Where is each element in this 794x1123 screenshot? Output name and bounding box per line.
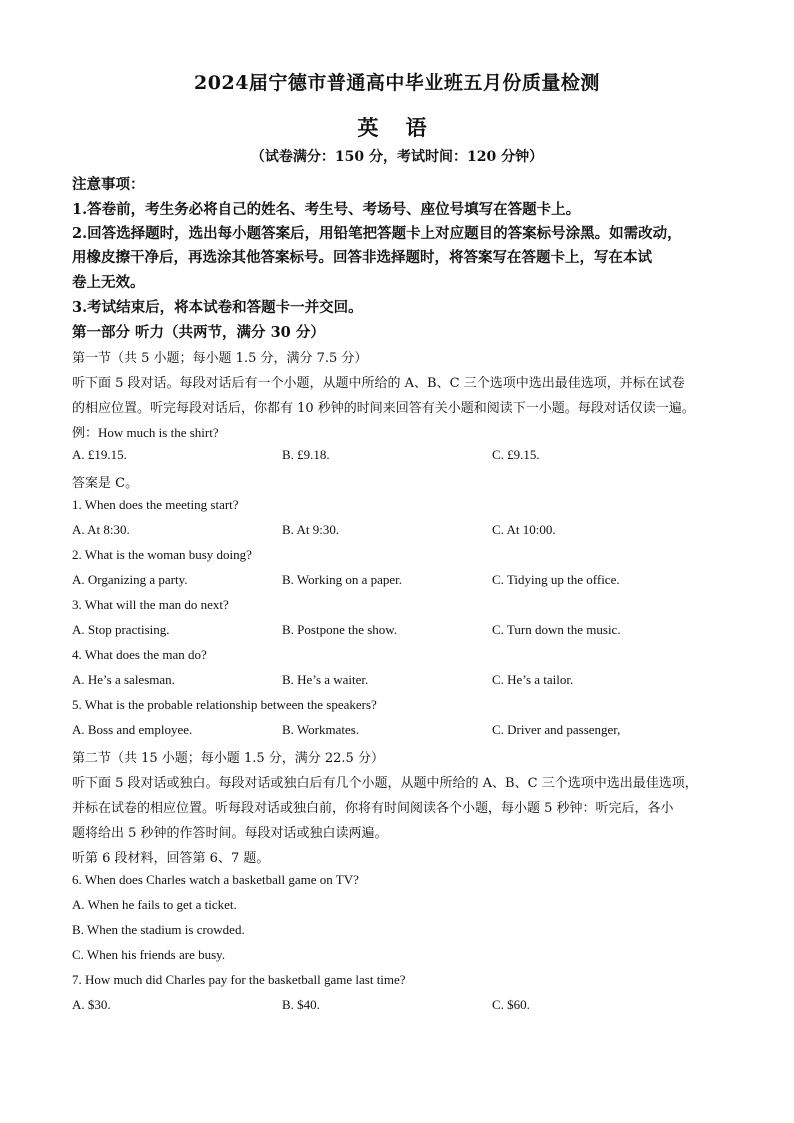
q1-option-b: B. At 9:30. xyxy=(282,522,340,537)
question-7: 7. How much did Charles pay for the basketball game last time? xyxy=(72,972,406,987)
section1-instructions-line-2: 的相应位置。听完每段对话后，你都有 10 秒钟的时间来回答有关小题和阅读下一小题。每段对话仅读一遍。 xyxy=(72,401,695,416)
q3-option-c: C. Turn down the music. xyxy=(492,622,621,637)
question-3: 3. What will the man do next? xyxy=(72,597,229,612)
section1-heading: 第一节（共 5 小题；每小题 1.5 分，满分 7.5 分） xyxy=(72,351,368,366)
note-2-line-3: 卷上无效。 xyxy=(72,274,145,291)
q4-option-c: C. He’s a tailor. xyxy=(492,672,574,687)
question-6: 6. When does Charles watch a basketball game on TV? xyxy=(72,872,359,887)
q1-option-c: C. At 10:00. xyxy=(492,522,556,537)
example-question: 例：How much is the shirt? xyxy=(72,425,219,440)
q4-option-b: B. He’s a waiter. xyxy=(282,672,369,687)
q6-option-c: C. When his friends are busy. xyxy=(72,947,226,962)
q5-option-c: C. Driver and passenger, xyxy=(492,722,621,737)
section2-instructions-line-2: 并标在试卷的相应位置。听每段对话或独白前，你将有时间阅读各个小题，每小题 5 秒钟：听完后，各小 xyxy=(72,801,674,816)
note-3: 3.考试结束后，将本试卷和答题卡一并交回。 xyxy=(72,299,363,316)
section2-heading: 第二节（共 15 小题；每小题 1.5 分，满分 22.5 分） xyxy=(72,751,384,766)
q7-option-c: C. $60. xyxy=(492,997,530,1012)
note-2-line-1: 2.回答选择题时，选出每小题答案后，用铅笔把答题卡上对应题目的答案标号涂黑。如需改动， xyxy=(72,225,682,242)
example-option-c: C. £9.15. xyxy=(492,447,540,462)
notes-heading: 注意事项： xyxy=(72,176,145,193)
exam-title: 2024届宁德市普通高中毕业班五月份质量检测 xyxy=(194,72,600,94)
q2-option-c: C. Tidying up the office. xyxy=(492,572,620,587)
q5-option-b: B. Workmates. xyxy=(282,722,360,737)
example-option-a: A. £19.15. xyxy=(72,447,127,462)
note-2-line-2: 用橡皮擦干净后，再选涂其他答案标号。回答非选择题时，将答案写在答题卡上，写在本试 xyxy=(72,249,652,266)
question-2: 2. What is the woman busy doing? xyxy=(72,547,252,562)
q3-option-a: A. Stop practising. xyxy=(72,622,170,637)
section2-instructions-line-1: 听下面 5 段对话或独白。每段对话或独白后有几个小题，从题中所给的 A、B、C 三个选项中选出最佳选项， xyxy=(72,776,698,791)
section2-instructions-line-3: 题将给出 5 秒钟的作答时间。每段对话或独白读两遍。 xyxy=(72,826,388,841)
q5-option-a: A. Boss and employee. xyxy=(72,722,193,737)
note-1: 1.答卷前，考生务必将自己的姓名、考生号、考场号、座位号填写在答题卡上。 xyxy=(72,201,581,218)
example-answer: 答案是 C。 xyxy=(72,476,139,491)
exam-info: （试卷满分：150 分，考试时间：120 分钟） xyxy=(250,149,544,165)
q3-option-b: B. Postpone the show. xyxy=(282,622,398,637)
q6-option-b: B. When the stadium is crowded. xyxy=(72,922,245,937)
q2-option-a: A. Organizing a party. xyxy=(72,572,188,587)
material-6-label: 听第 6 段材料，回答第 6、7 题。 xyxy=(72,851,270,866)
question-4: 4. What does the man do? xyxy=(72,647,207,662)
question-5: 5. What is the probable relationship between the speakers? xyxy=(72,697,377,712)
q4-option-a: A. He’s a salesman. xyxy=(72,672,175,687)
q6-option-a: A. When he fails to get a ticket. xyxy=(72,897,237,912)
q7-option-a: A. $30. xyxy=(72,997,111,1012)
subject-title: 英 语 xyxy=(357,115,437,140)
example-option-b: B. £9.18. xyxy=(282,447,330,462)
q7-option-b: B. $40. xyxy=(282,997,320,1012)
section1-instructions-line-1: 听下面 5 段对话。每段对话后有一个小题，从题中所给的 A、B、C 三个选项中选出最佳选项，并标在试卷 xyxy=(72,376,685,391)
q1-option-a: A. At 8:30. xyxy=(72,522,130,537)
part1-heading: 第一部分 听力（共两节，满分 30 分） xyxy=(72,324,325,341)
q2-option-b: B. Working on a paper. xyxy=(282,572,403,587)
question-1: 1. When does the meeting start? xyxy=(72,497,239,512)
